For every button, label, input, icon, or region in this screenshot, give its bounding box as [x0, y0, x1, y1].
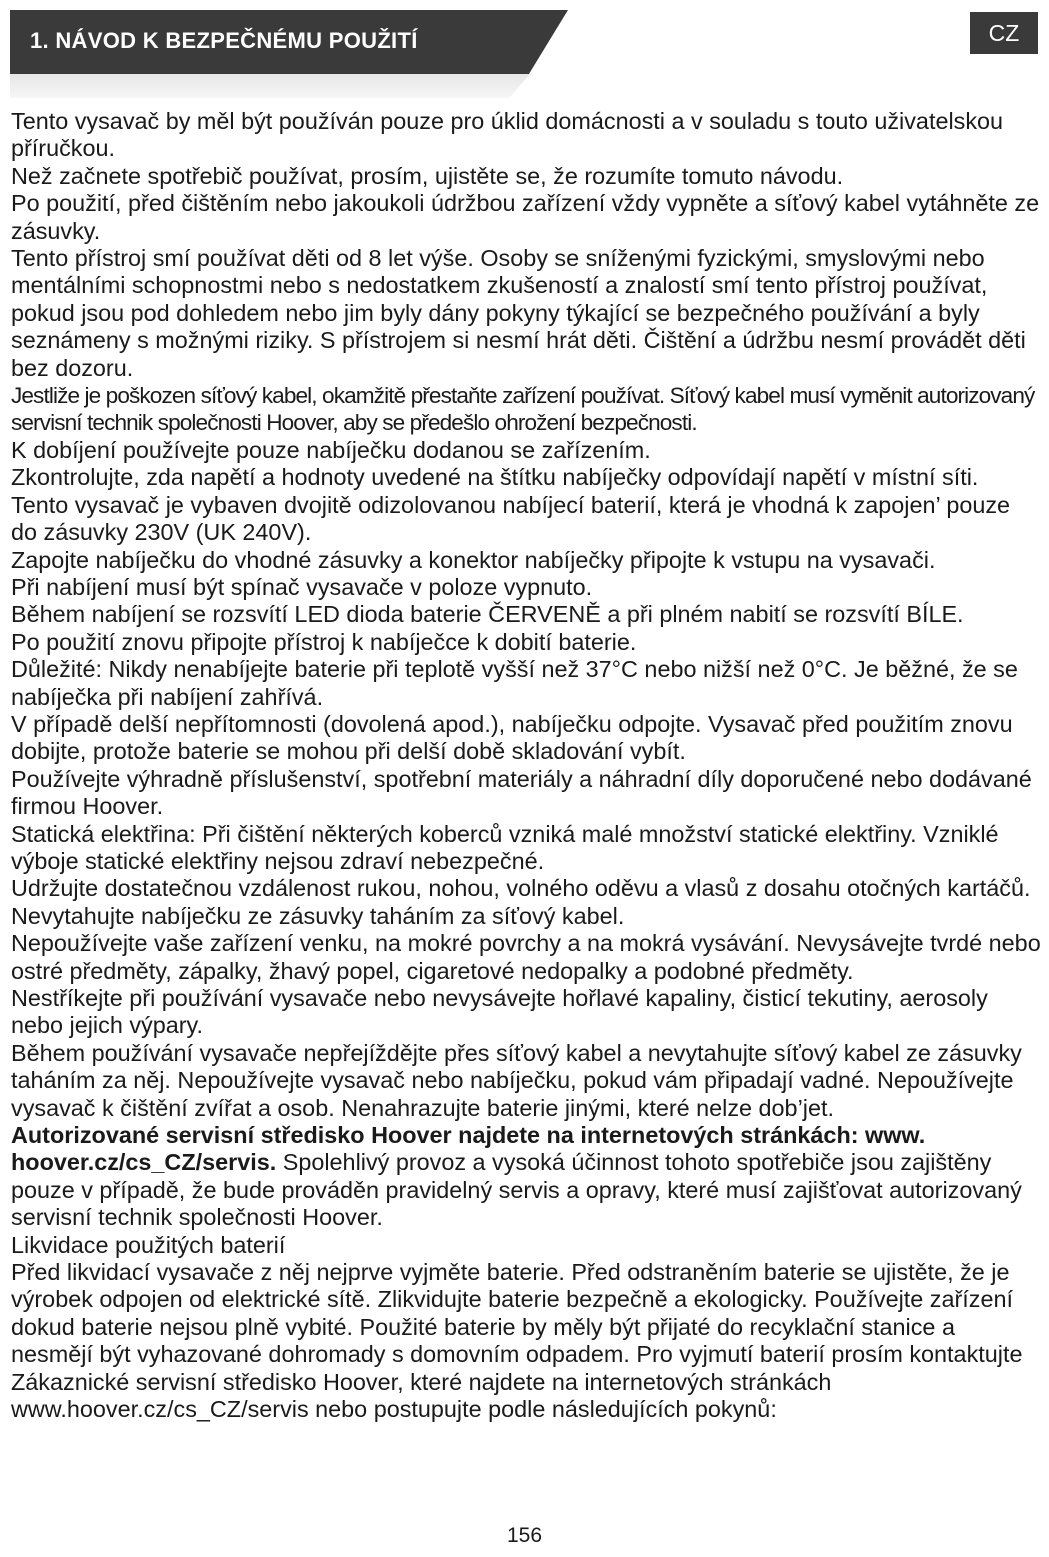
service-bold-text: Autorizované servisní středisko Hoover najdete na internetových stránkách: www. hoover.cz/cs_CZ/servis. — [11, 1122, 926, 1176]
paragraph-unplug-cable: Nevytahujte nabíječku ze zásuvky taháním za síťový kabel. — [11, 902, 625, 929]
instructions-body — [11, 108, 1041, 1424]
paragraph-temperature: Důležité: Nikdy nenabíjejte baterie při teplotě vyšší než 37°C nebo nižší než 0°C. Je běžné, že se nabíječka při nabíjení zahřívá. — [11, 656, 1018, 710]
paragraph-accessories: Používejte výhradně příslušenství, spotřební materiály a náhradní díly doporučené nebo dodávané firmou Hoover. — [11, 765, 1032, 820]
paragraph-damaged-cable: Jestliže je poškozen síťový kabel, okamžitě přestaňte zařízení používat. Síťový kabel musí vyměnit autorizovaný servisní technik společnosti Hoover, aby se předešlo ohrožení bezpečnosti. — [11, 383, 1035, 436]
paragraph-outdoor: Nepoužívejte vaše zařízení venku, na mokré povrchy a na mokrá vysávání. Nevysávejte tvrdé nebo ostré předměty, zápalky, žhavý popel, cigaretové nedopalky a podobné předměty. — [11, 930, 1041, 984]
paragraph-brushes: Udržujte dostatečnou vzdálenost rukou, nohou, volného oděvu a vlasů z dosahu otočných kartáčů. — [11, 875, 1031, 902]
paragraph-service — [11, 1122, 1041, 1232]
paragraph-read-manual: Než začnete spotřebič používat, prosím, ujistěte se, že rozumíte tomuto návodu. — [11, 162, 844, 189]
paragraph-voltage: Zkontrolujte, zda napětí a hodnoty uvedené na štítku nabíječky odpovídají napětí v místní síti. Tento vysavač je vybaven dvojitě odizolovanou nabíjecí baterií, která je vhodná k zapojen’ pouze do zásuvky 230V (UK 240V). — [11, 464, 1011, 546]
paragraph-unplug: Po použití, před čištěním nebo jakoukoli údržbou zařízení vždy vypněte a síťový kabel vytáhněte ze zásuvky. — [11, 190, 1040, 244]
section-header-shadow — [10, 74, 530, 98]
paragraph-led: Během nabíjení se rozsvítí LED dioda baterie ČERVENĚ a při plném nabití se rozsvítí BÍLE. — [11, 601, 964, 628]
service-text: Spolehlivý provoz a vysoká účinnost tohoto spotřebiče jsou zajištěny pouze v případě, že bude prováděn pravidelný servis a opravy, které musí zajišťovat autorizovaný servisní technik společnosti Hoover. — [11, 1149, 1022, 1231]
paragraph-connect-charger: Zapojte nabíječku do vhodné zásuvky a konektor nabíječky připojte k vstupu na vysavači. — [11, 546, 936, 573]
paragraph-switch-off: Při nabíjení musí být spínač vysavače v poloze vypnuto. — [11, 573, 593, 600]
paragraph-flammable: Nestříkejte při používání vysavače nebo nevysávejte hořlavé kapaliny, čisticí tekutiny, aerosoly nebo jejich výpary. — [11, 985, 988, 1039]
paragraph-absence: V případě delší nepřítomnosti (dovolená apod.), nabíječku odpojte. Vysavač před použitím znovu dobijte, protože baterie se mohou při delší době skladování vybít. — [11, 710, 1013, 765]
paragraph-children: Tento přístroj smí používat děti od 8 let výše. Osoby se sníženými fyzickými, smyslovými nebo mentálními schopnostmi nebo s nedostatkem zkušeností a znalostí smí tento přístroj používat, pokud jsou pod dohledem nebo jim byly dány pokyny týkající se bezpečného používání a byly seznámeny s možnými riziky. S přístrojem si nesmí hrát děti. Čištění a údržbu nesmí provádět děti bez dozoru. — [11, 245, 1026, 381]
page-number: 156 — [506, 1524, 543, 1547]
paragraph-disposal: Před likvidací vysavače z něj nejprve vyjměte baterie. Před odstraněním baterie se ujistěte, že je výrobek odpojen od elektrické sítě. Zlikvidujte baterie bezpečně a ekologicky. Používejte zařízení dokud baterie nejsou plně vybité. Použité baterie by měly být přijaté do recyklační stanice a nesmějí být vyhazované dohromady s domovním odpadem. Pro vyjmutí baterií prosím kontaktujte Zákaznické servisní středisko Hoover, které najdete na internetových stránkách www.hoover.cz/cs_CZ/servis nebo postupujte podle následujících pokynů: — [11, 1259, 1023, 1423]
section-title: 1. NÁVOD K BEZPEČNÉMU POUŽITÍ — [30, 28, 418, 53]
paragraph-recharge: Po použití znovu připojte přístroj k nabíječce k dobití baterie. — [11, 628, 637, 655]
paragraph-cable-care: Během používání vysavače nepřejíždějte přes síťový kabel a nevytahujte síťový kabel ze zásuvky taháním za něj. Nepoužívejte vysavač nebo nabíječku, pokud vám připadají vadné. Nepoužívejte vysavač k čištění zvířat a osob. Nenahrazujte baterie jinými, které nelze dob’jet. — [11, 1039, 1022, 1121]
paragraph-charger-only: K dobíjení používejte pouze nabíječku dodanou se zařízením. — [11, 436, 651, 463]
paragraph-static: Statická elektřina: Při čištění některých koberců vzniká malé množství statické elektřiny. Vzniklé výboje statické elektřiny nejsou zdraví nebezpečné. — [11, 820, 999, 874]
paragraph-intended-use: Tento vysavač by měl být používán pouze pro úklid domácnosti a v souladu s touto uživatelskou příručkou. — [11, 108, 1004, 162]
language-badge: CZ — [970, 12, 1038, 54]
disposal-heading: Likvidace použitých baterií — [11, 1231, 286, 1258]
